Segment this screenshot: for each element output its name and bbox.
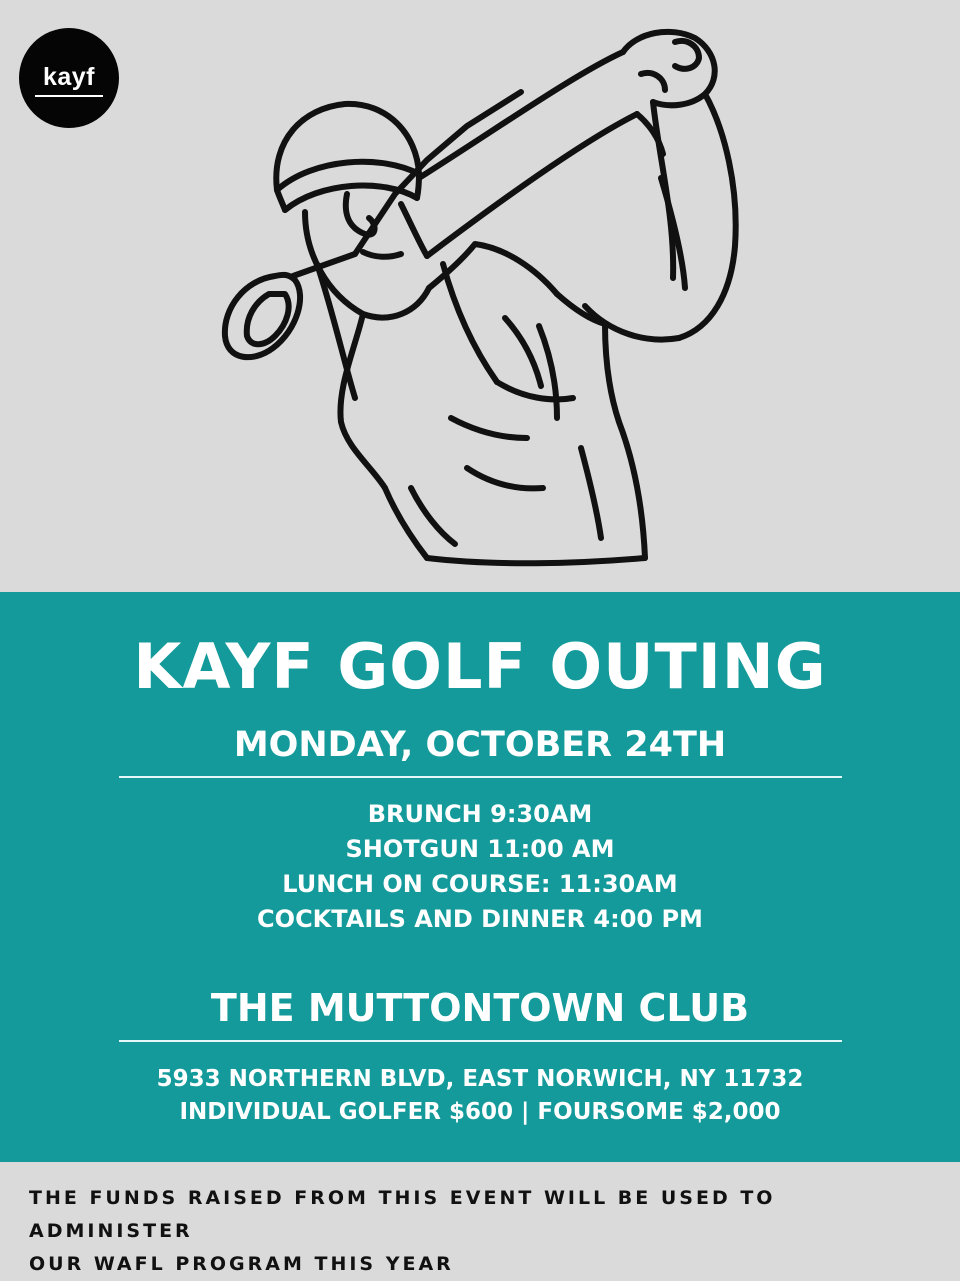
- event-date: MONDAY, OCTOBER 24TH: [233, 725, 727, 765]
- schedule-item: SHOTGUN 11:00 AM: [345, 835, 615, 863]
- event-title: KAYF GOLF OUTING: [133, 630, 827, 703]
- event-venue: THE MUTTONTOWN CLUB: [210, 986, 750, 1030]
- kayf-logo: [19, 28, 119, 128]
- header-area: [0, 0, 960, 592]
- event-pricing: INDIVIDUAL GOLFER $600 | FOURSOME $2,000: [179, 1099, 781, 1125]
- logo-text: kayf: [35, 63, 103, 97]
- schedule-item: LUNCH ON COURSE: 11:30AM: [282, 870, 678, 898]
- footer-area: [0, 1162, 960, 1280]
- divider: [119, 776, 842, 778]
- schedule-item: BRUNCH 9:30AM: [367, 800, 593, 828]
- schedule-item: COCKTAILS AND DINNER 4:00 PM: [257, 905, 703, 933]
- event-details-panel: [0, 592, 960, 1162]
- event-schedule: [0, 797, 960, 937]
- divider: [119, 1040, 842, 1042]
- footer-note-line: OUR WAFL PROGRAM THIS YEAR: [29, 1253, 454, 1275]
- footer-note: [29, 1182, 929, 1281]
- event-address-block: [0, 1063, 960, 1129]
- footer-note-line: THE FUNDS RAISED FROM THIS EVENT WILL BE USED TO ADMINISTER: [29, 1187, 776, 1242]
- golfer-swinging-icon: [205, 18, 765, 578]
- event-address: 5933 NORTHERN BLVD, EAST NORWICH, NY 11732: [156, 1066, 804, 1092]
